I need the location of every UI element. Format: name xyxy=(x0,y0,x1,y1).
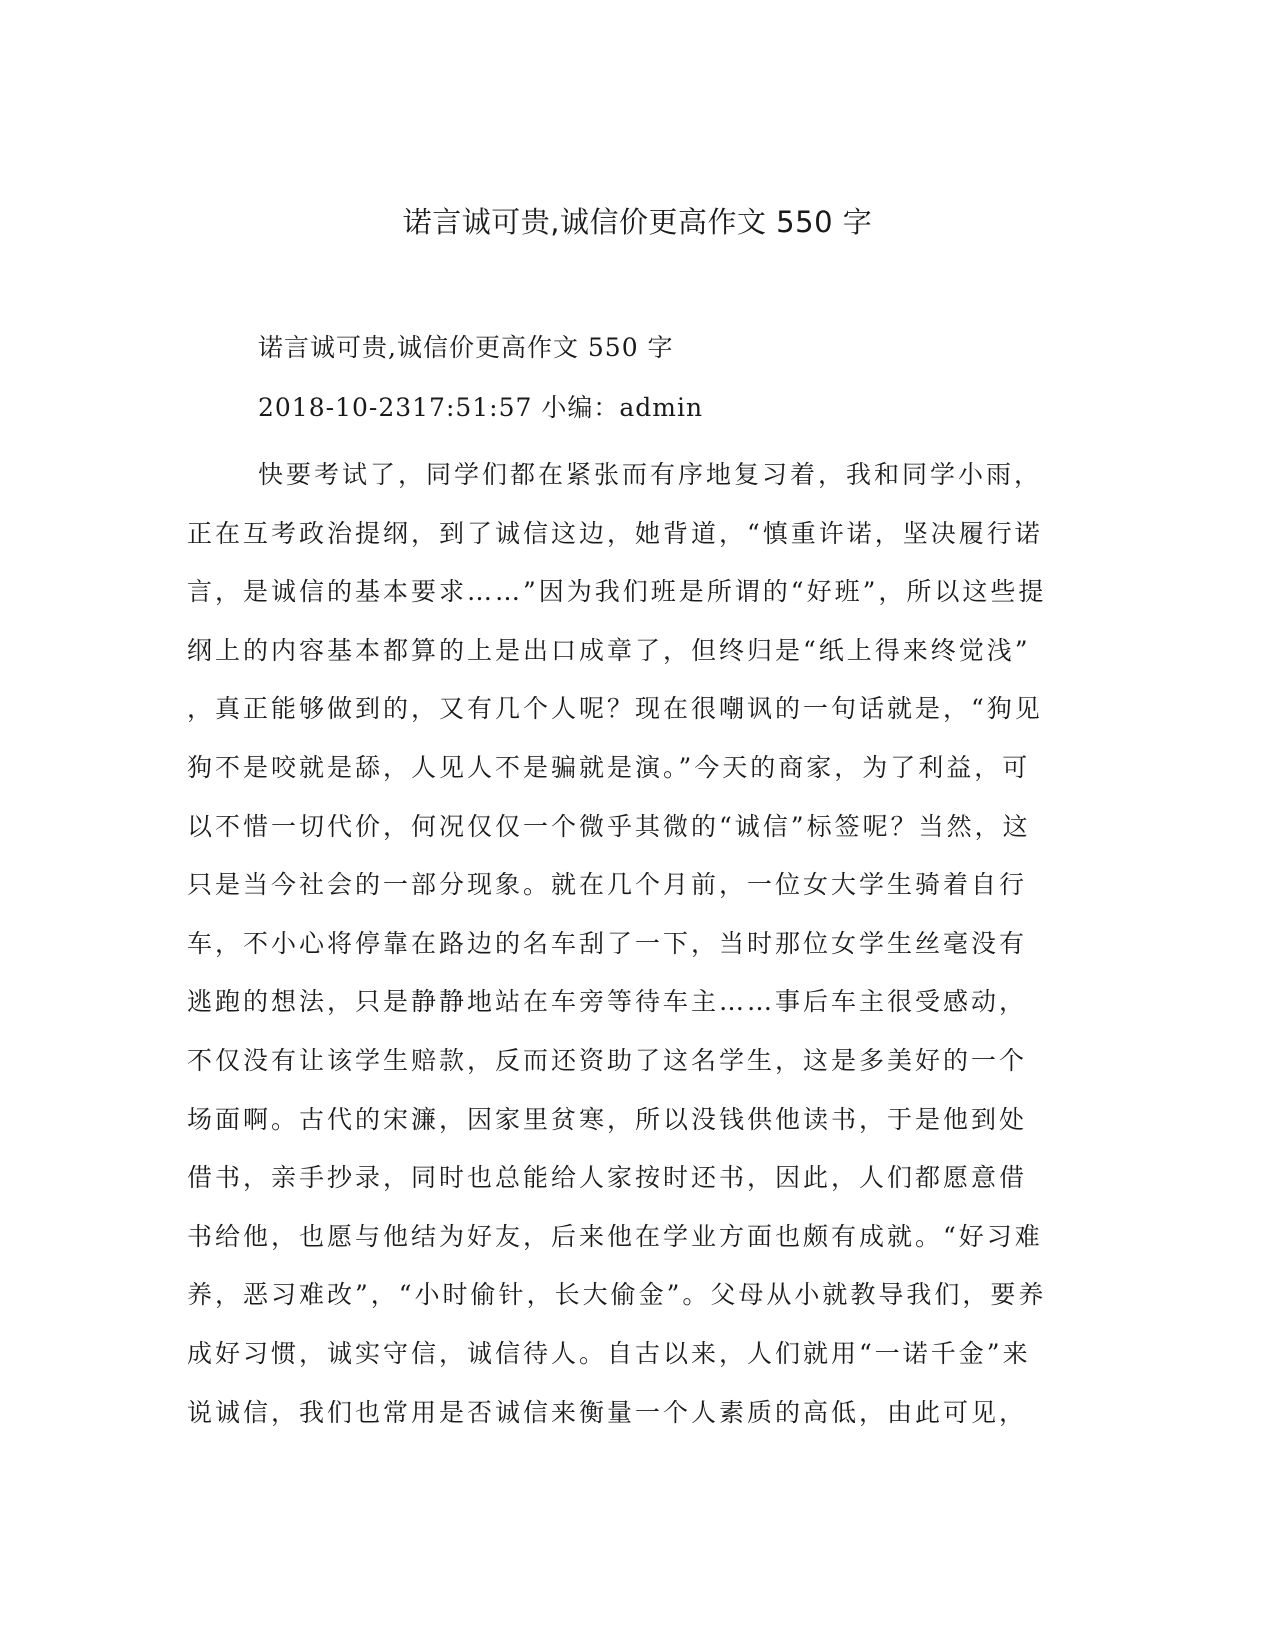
body-line: 快要考试了，同学们都在紧张而有序地复习着，我和同学小雨， xyxy=(258,460,1043,489)
body-line: 养，恶习难改”，“小时偷针，长大偷金”。父母从小就教导我们，要养 xyxy=(187,1280,1047,1310)
body-line: 车，不小心将停靠在路边的名车刮了一下，当时那位女学生丝毫没有 xyxy=(187,928,1028,958)
body-line: 纲上的内容基本都算的上是出口成章了，但终归是“纸上得来终觉浅” xyxy=(187,635,1031,665)
body-line: 言，是诚信的基本要求……”因为我们班是所谓的“好班”，所以这些提 xyxy=(187,577,1047,607)
document-title: 诺言诚可贵,诚信价更高作文 550 字 xyxy=(402,205,873,239)
article-body xyxy=(187,446,1091,1442)
body-line: 场面啊。古代的宋濂，因家里贫寒，所以没钱供他读书，于是他到处 xyxy=(187,1104,1028,1134)
body-line: ，真正能够做到的，又有几个人呢？现在很嘲讽的一句话就是，“狗见 xyxy=(187,694,1043,724)
body-line: 逃跑的想法，只是静静地站在车旁等待车主……事后车主很受感动， xyxy=(187,987,1028,1017)
article-date-author: 2018-10-2317:51:57 小编：admin xyxy=(258,393,704,422)
body-line: 狗不是咬就是舔，人见人不是骗就是演。”今天的商家，为了利益，可 xyxy=(187,752,1031,782)
body-line: 以不惜一切代价，何况仅仅一个微乎其微的“诚信”标签呢？当然，这 xyxy=(187,811,1031,841)
body-line: 正在互考政治提纲，到了诚信这边，她背道，“慎重许诺，坚决履行诺 xyxy=(187,518,1043,548)
body-line: 只是当今社会的一部分现象。就在几个月前，一位女大学生骑着自行 xyxy=(187,870,1028,900)
body-line: 不仅没有让该学生赔款，反而还资助了这名学生，这是多美好的一个 xyxy=(187,1045,1028,1075)
body-line: 书给他，也愿与他结为好友，后来他在学业方面也颇有成就。“好习难 xyxy=(187,1221,1043,1251)
body-line: 说诚信，我们也常用是否诚信来衡量一个人素质的高低，由此可见， xyxy=(187,1397,1028,1427)
body-line: 成好习惯，诚实守信，诚信待人。自古以来，人们就用“一诺千金”来 xyxy=(187,1338,1031,1368)
body-line: 借书，亲手抄录，同时也总能给人家按时还书，因此，人们都愿意借 xyxy=(187,1163,1028,1193)
article-subtitle: 诺言诚可贵,诚信价更高作文 550 字 xyxy=(258,333,674,362)
